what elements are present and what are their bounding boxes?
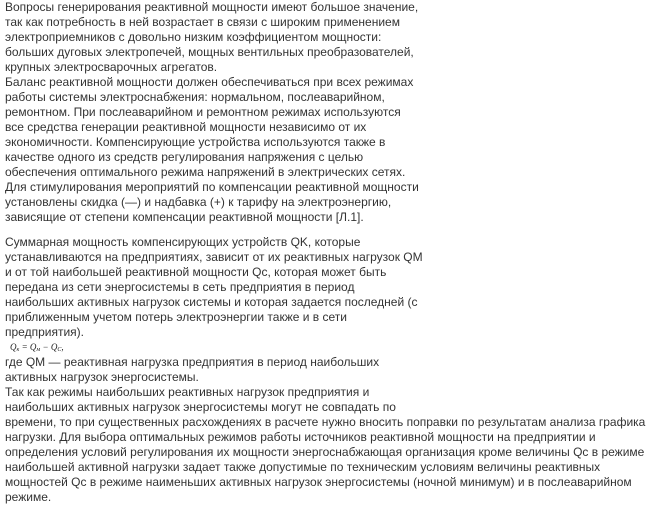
text-line: режиме. bbox=[5, 490, 52, 504]
text-line: электроприемников с довольно низким коэффициентом мощности: bbox=[5, 30, 382, 44]
text-line: работы системы электроснабжения: нормальном, послеаварийном, bbox=[5, 90, 385, 104]
formula-operator: − bbox=[40, 342, 51, 352]
text-line: наибольших активных нагрузок энергосистемы могут не совпадать по bbox=[5, 400, 396, 414]
formula-terminator: , bbox=[61, 342, 64, 352]
formula-symbol: Q bbox=[50, 342, 58, 352]
text-line: мощностей Qc в режиме наименьших активных нагрузок энергосистемы (ночной минимум) и в послеаварийном bbox=[5, 475, 632, 489]
paragraph-compensating-devices bbox=[5, 235, 663, 340]
text-line: установлены скидка (—) и надбавка (+) к тарифу на электроэнергию, bbox=[5, 195, 392, 209]
text-line: Баланс реактивной мощности должен обеспечиваться при всех режимах bbox=[5, 75, 414, 89]
text-line: активных нагрузок энергосистемы. bbox=[5, 370, 199, 384]
text-line: устанавливаются на предприятиях, зависит от их реактивных нагрузок QM bbox=[5, 250, 423, 264]
text-line: обеспечения оптимального режима напряжений в электрических сетях. bbox=[5, 165, 406, 179]
text-line: Так как режимы наибольших реактивных нагрузок предприятия и bbox=[5, 385, 370, 399]
text-line: времени, то при существенных расхождениях в расчете нужно вносить поправки по результатам анализа графика bbox=[5, 415, 646, 429]
text-line: Вопросы генерирования реактивной мощности имеют большое значение, bbox=[5, 0, 419, 14]
formula-subscript: к bbox=[16, 347, 20, 353]
text-line: все средства генерации реактивной мощности независимо от их bbox=[5, 120, 367, 134]
document-body bbox=[5, 0, 663, 505]
text-line: больших дуговых электропечей, мощных вентильных преобразователей, bbox=[5, 45, 414, 59]
text-line: нагрузки. Для выбора оптимальных режимов работы источников реактивной мощности на предприятии и bbox=[5, 430, 596, 444]
paragraph-load-regimes bbox=[5, 355, 663, 505]
text-line: передана из сети энергосистемы в сеть предприятия в период bbox=[5, 280, 355, 294]
text-line: зависящие от степени компенсации реактивной мощности [Л.1]. bbox=[5, 210, 364, 224]
formula-symbol: Q bbox=[10, 342, 17, 352]
text-line: определения условий регулирования их мощности энергоснабжающая организация кроме величины Qc в режиме bbox=[5, 445, 645, 459]
paragraph-reactive-power-generation bbox=[5, 0, 663, 225]
formula-subscript: C bbox=[57, 347, 62, 353]
text-line: предприятия). bbox=[5, 325, 84, 339]
text-line: и от той наибольшей реактивной мощности Qc, которая может быть bbox=[5, 265, 387, 279]
formula-compensation bbox=[5, 340, 663, 355]
text-line: приближенным учетом потерь электроэнергии также и в сети bbox=[5, 310, 347, 324]
text-line: наибольших активных нагрузок системы и которая задается последней (с bbox=[5, 295, 418, 309]
formula-subscript: м bbox=[36, 347, 41, 353]
text-line: экономичности. Компенсирующие устройства используются также в bbox=[5, 135, 386, 149]
text-line: Суммарная мощность компенсирующих устройств QK, которые bbox=[5, 235, 361, 249]
text-line: так как потребность в ней возрастает в связи с широким применением bbox=[5, 15, 400, 29]
formula-operator: = bbox=[19, 342, 30, 352]
text-line: наибольшей активной нагрузки задает также допустимые по техническим условиям величины реактивных bbox=[5, 460, 601, 474]
text-line: Для стимулирования мероприятий по компенсации реактивной мощности bbox=[5, 180, 419, 194]
text-line: где QM — реактивная нагрузка предприятия в период наибольших bbox=[5, 355, 380, 369]
formula-symbol: Q bbox=[29, 342, 37, 352]
text-line: крупных электросварочных агрегатов. bbox=[5, 60, 218, 74]
text-line: ремонтном. При послеаварийном и ремонтном режимах используются bbox=[5, 105, 401, 119]
paragraph-gap bbox=[5, 225, 663, 235]
text-line: качестве одного из средств регулирования напряжения с целью bbox=[5, 150, 364, 164]
